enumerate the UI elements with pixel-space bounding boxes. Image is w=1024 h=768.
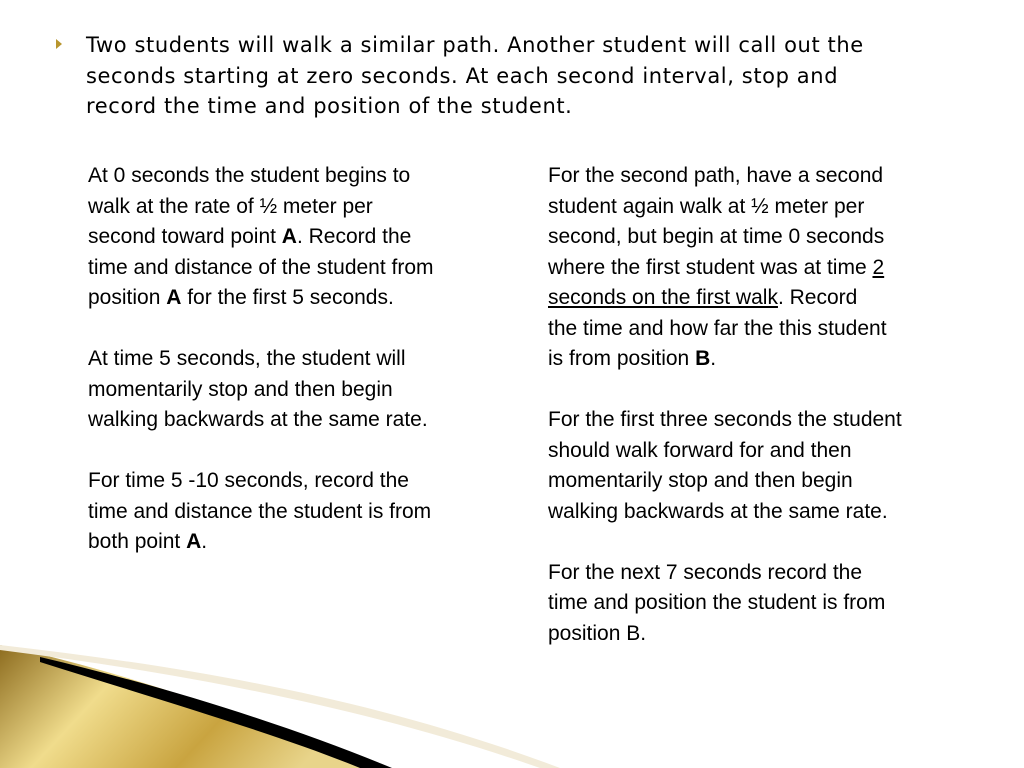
left-paragraph-1 <box>88 161 518 314</box>
text-run: . <box>710 347 717 370</box>
right-paragraph-1 <box>548 161 988 375</box>
triangle-bullet-icon <box>56 39 62 49</box>
right-paragraph-2: For the first three seconds the student should walk forward for and then momentarily stop and then begin walking backwards at the same rate. <box>548 408 902 523</box>
right-paragraph-3: For the next 7 seconds record the time and position the student is from position B. <box>548 560 886 645</box>
underlined-text: seconds on the first walk <box>548 286 778 309</box>
left-paragraph-3 <box>88 466 518 558</box>
right-column <box>548 161 988 649</box>
gold-swoosh <box>0 645 380 768</box>
point-a-label: A <box>186 530 202 553</box>
text-run: . <box>201 530 208 553</box>
point-a-label: A <box>281 225 297 248</box>
left-column <box>88 161 518 558</box>
intro-text: Two students will walk a similar path. Another student will call out the seconds starting at zero seconds. At each second interval, stop and record the time and position of the student. <box>86 33 864 118</box>
text-run: . Record the time and distance of the student from position <box>88 225 434 309</box>
text-run: For time 5 -10 seconds, record the time and distance the student is from both point <box>88 469 432 553</box>
text-run: . Record the time and how far the this student is from position <box>548 286 887 370</box>
underlined-text: 2 <box>872 255 885 279</box>
cream-swoosh <box>0 645 560 768</box>
text-run: For the second path, have a second student again walk at ½ meter per second, but begin at time 0 seconds where the first student was at time <box>548 164 885 279</box>
point-a-label: A <box>166 286 182 309</box>
point-b-label: B <box>695 347 711 370</box>
intro-bullet <box>56 30 986 122</box>
left-paragraph-2: At time 5 seconds, the student will momentarily stop and then begin walking backwards at the same rate. <box>88 347 428 431</box>
black-swoosh <box>40 657 392 768</box>
text-run: for the first 5 seconds. <box>181 286 394 309</box>
text-run: At 0 seconds the student begins to walk at the rate of ½ meter per second toward point <box>88 164 411 248</box>
